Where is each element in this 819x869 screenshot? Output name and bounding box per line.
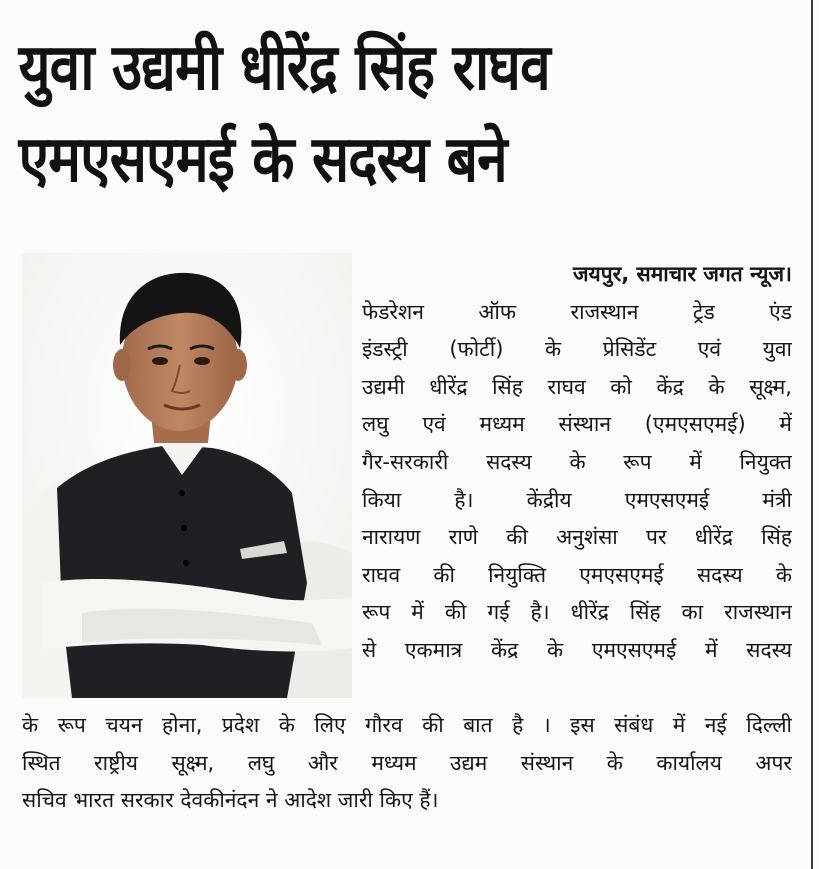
article-line: राघव की नियुक्ति एमएसएमई सदस्य के	[362, 562, 792, 587]
column-rule	[811, 0, 813, 869]
portrait-photo-icon	[22, 253, 352, 698]
dateline: जयपुर, समाचार जगत न्यूज।	[572, 262, 792, 286]
article-column-beside-photo	[362, 256, 792, 670]
article-line: स्थित राष्ट्रीय सूक्ष्म, लघु और मध्यम उद्यम संस्थान के कार्यालय अपर	[22, 750, 792, 775]
article-line: से एकमात्र केंद्र के एमएसएमई में सदस्य	[362, 637, 792, 662]
article-line: फेडरेशन ऑफ राजस्थान ट्रेड एंड	[362, 299, 792, 324]
article-line: इंडस्ट्री (फोर्टी) के प्रेसिडेंट एवं युवा	[362, 337, 792, 362]
article-line: रूप में की गई है। धीरेंद्र सिंह का राजस्थान	[362, 600, 792, 625]
headline-line-1: युवा उद्यमी धीरेंद्र सिंह राघव	[18, 31, 550, 105]
article-line: किया है। केंद्रीय एमएसएमई मंत्री	[362, 487, 792, 512]
article-line: नारायण राणे की अनुशंसा पर धीरेंद्र सिंह	[362, 525, 792, 550]
article-line: के रूप चयन होना, प्रदेश के लिए गौरव की बात है । इस संबंध में नई दिल्ली	[22, 713, 792, 737]
article-line: सचिव भारत सरकार देवकीनंदन ने आदेश जारी किए हैं।	[22, 788, 439, 813]
article-full-width	[22, 707, 792, 820]
headline-line-2: एमएसएमई के सदस्य बने	[18, 123, 507, 197]
portrait-photo	[22, 253, 352, 698]
headline	[10, 22, 799, 206]
article-line: लघु एवं मध्यम संस्थान (एमएसएमई) में	[362, 412, 792, 437]
article-line: गैर-सरकारी सदस्य के रूप में नियुक्त	[362, 449, 792, 474]
article-line: उद्यमी धीरेंद्र सिंह राघव को केंद्र के सूक्ष्म,	[362, 374, 792, 399]
